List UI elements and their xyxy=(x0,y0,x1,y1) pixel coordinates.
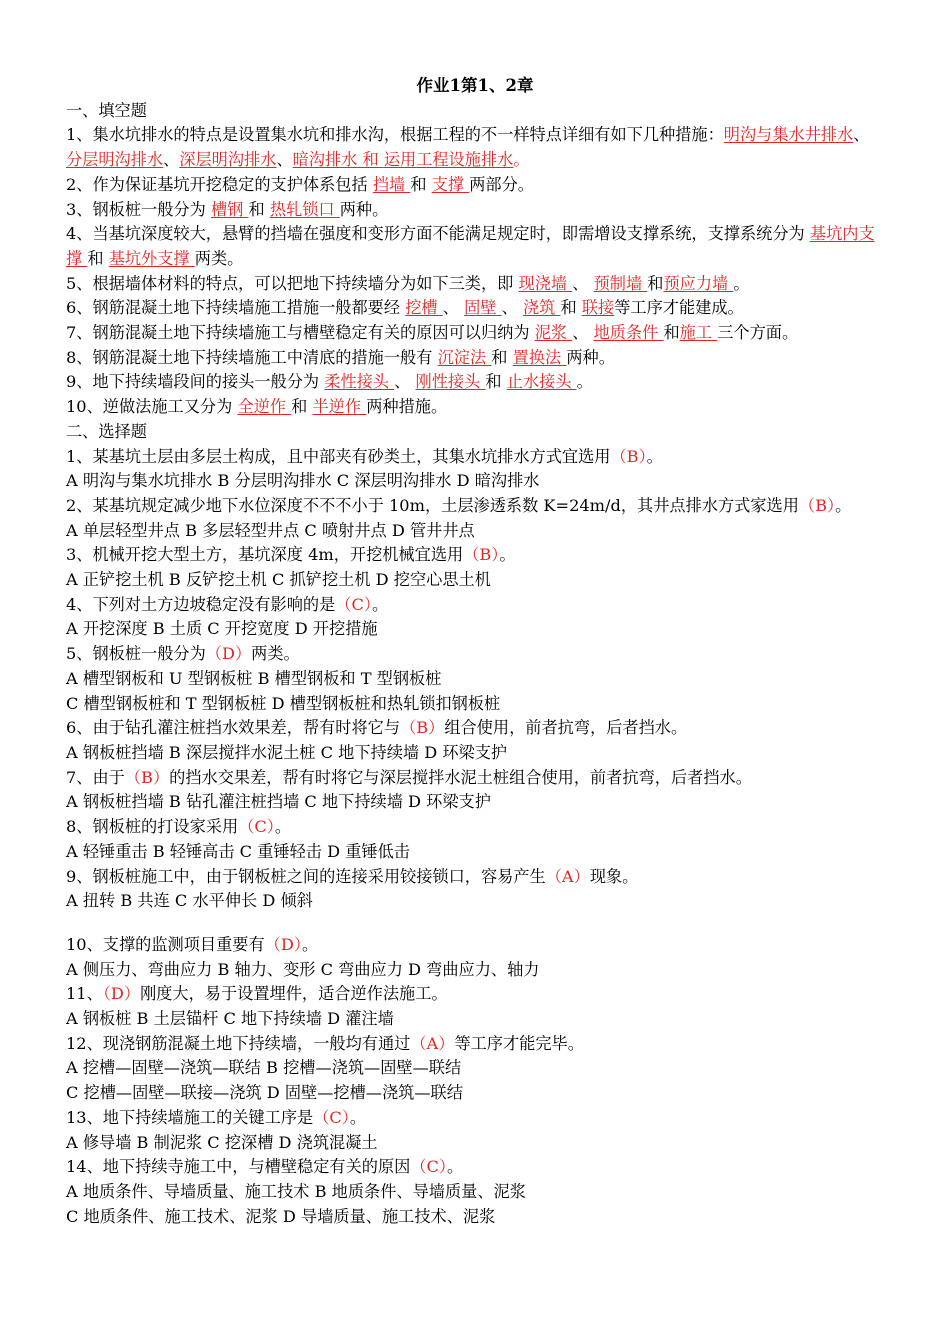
answer-choice: （C） xyxy=(313,1107,350,1127)
text-segment: 两部分。 xyxy=(469,174,534,194)
answer-fill: 现浇墙 xyxy=(518,273,573,293)
text-line xyxy=(66,889,884,914)
answer-choice: （A） xyxy=(410,1033,455,1053)
answer-fill: 联接 xyxy=(581,298,615,318)
text-line xyxy=(66,617,884,642)
text-segment: A 正铲挖土机 B 反铲挖土机 C 抓铲挖土机 D 挖空心思土机 xyxy=(66,570,491,590)
answer-fill: 支撑 xyxy=(431,174,470,194)
text-segment: A 轻锤重击 B 轻锤高击 C 重锤轻击 D 重锤低击 xyxy=(66,841,410,861)
text-segment: 一、填空题 xyxy=(66,100,147,120)
answer-fill: 预制墙 xyxy=(593,273,648,293)
text-segment: 和 xyxy=(491,347,513,367)
document-body xyxy=(66,74,884,1229)
text-segment: 两类。 xyxy=(251,644,300,664)
answer-choice: （C） xyxy=(410,1157,448,1177)
answer-fill: 预应力墙 xyxy=(663,273,734,293)
text-line xyxy=(66,1205,884,1230)
text-segment: 和 xyxy=(647,273,664,293)
text-line xyxy=(66,99,884,124)
text-segment: 两种。 xyxy=(339,199,389,219)
text-line xyxy=(66,642,884,667)
text-line xyxy=(66,198,884,223)
text-segment: 、 xyxy=(163,150,180,170)
text-segment: 和 xyxy=(248,199,270,219)
text-segment: A 修导墙 B 制泥浆 C 挖深槽 D 浇筑混凝土 xyxy=(66,1132,378,1152)
answer-fill: 和 xyxy=(357,150,384,170)
text-segment: 刚度大，易于设置埋件，适合逆作法施工。 xyxy=(140,984,448,1004)
answer-choice: （D） xyxy=(205,644,252,664)
text-segment: 、 xyxy=(501,298,523,318)
text-segment: A 钢板桩挡墙 B 深层搅拌水泥土桩 C 地下持续墙 D 环梁支护 xyxy=(66,742,508,762)
text-segment: 。 xyxy=(301,934,319,954)
text-line xyxy=(66,173,884,198)
text-segment: 现象。 xyxy=(589,866,639,886)
text-line xyxy=(66,766,884,791)
text-segment: 5、根据墙体材料的特点，可以把地下持续墙分为如下三类，即 xyxy=(66,273,519,293)
text-segment: 10、逆做法施工又分为 xyxy=(66,397,238,417)
text-line xyxy=(66,741,884,766)
answer-choice: 。 xyxy=(513,150,530,170)
text-line xyxy=(66,1032,884,1057)
text-segment: A 明沟与集水坑排水 B 分层明沟排水 C 深层明沟排水 D 暗沟排水 xyxy=(66,471,540,491)
text-line xyxy=(66,321,884,346)
blank-line xyxy=(66,914,884,933)
text-segment: 3、机械开挖大型土方，基坑深度 4m，开挖机械宜选用 xyxy=(66,545,464,565)
answer-choice: （A） xyxy=(545,866,590,886)
text-segment: 5、钢板桩一般分为 xyxy=(66,644,206,664)
answer-fill: 挖槽 xyxy=(405,298,443,318)
answer-fill: 固壁 xyxy=(464,298,502,318)
text-segment: 。 xyxy=(499,545,516,565)
answer-fill: 止水接头 xyxy=(506,372,577,392)
answer-choice: （B） xyxy=(610,446,647,466)
text-segment: 。 xyxy=(371,594,389,614)
text-segment: 9、地下持续墙段间的接头一般分为 xyxy=(66,372,325,392)
answer-fill: 半逆作 xyxy=(312,397,367,417)
text-line xyxy=(66,395,884,420)
text-line xyxy=(66,346,884,371)
text-segment: 、 xyxy=(394,372,416,392)
answer-fill: 基坑内支撑 xyxy=(66,224,875,268)
answer-fill: 暗沟排水 xyxy=(292,150,358,170)
text-segment: 、 xyxy=(572,273,594,293)
answer-fill: 浇筑 xyxy=(522,298,561,318)
text-line xyxy=(66,667,884,692)
text-segment: 和 xyxy=(560,298,582,318)
text-line xyxy=(66,1081,884,1106)
text-segment: A 扭转 B 共连 C 水平伸长 D 倾斜 xyxy=(66,891,313,911)
text-segment: C 地质条件、施工技术、泥浆 D 导墙质量、施工技术、泥浆 xyxy=(66,1206,496,1226)
text-segment: A 单层轻型井点 B 多层轻型井点 C 喷射井点 D 管井井点 xyxy=(66,520,475,540)
answer-fill: 明沟与集水井排水 xyxy=(723,125,854,145)
text-segment: 。 xyxy=(349,1107,367,1127)
text-line xyxy=(66,865,884,890)
text-line xyxy=(66,958,884,983)
text-line xyxy=(66,222,884,271)
text-segment: 1、某基坑土层由多层土构成，且中部夹有砂类土，其集水坑排水方式宜选用 xyxy=(66,446,611,466)
text-segment: 6、钢筋混凝土地下持续墙施工措施一般都要经 xyxy=(66,298,406,318)
text-segment: 、 xyxy=(853,125,870,145)
text-segment: 12、现浇钢筋混凝土地下持续墙，一般均有通过 xyxy=(66,1033,411,1053)
text-segment: A 地质条件、导墙质量、施工技术 B 地质条件、导墙质量、泥浆 xyxy=(66,1181,526,1201)
text-segment: 和 xyxy=(410,174,432,194)
answer-fill: 深层明沟排水 xyxy=(179,150,277,170)
text-segment: 8、钢筋混凝土地下持续墙施工中清底的措施一般有 xyxy=(66,347,438,367)
answer-choice: （C） xyxy=(335,594,372,614)
text-segment: 7、由于 xyxy=(66,767,125,787)
text-segment: A 开挖深度 B 土质 C 开挖宽度 D 开挖措施 xyxy=(66,619,378,639)
answer-fill: 分层明沟排水 xyxy=(66,150,164,170)
text-segment: C 槽型钢板桩和 T 型钢板桩 D 槽型钢板桩和热轧锁扣钢板桩 xyxy=(66,693,501,713)
answer-fill: 施工 xyxy=(679,323,718,343)
answer-fill: 热轧锁口 xyxy=(269,199,340,219)
text-line xyxy=(66,840,884,865)
answer-fill: 运用工程设施排水 xyxy=(383,150,514,170)
text-line xyxy=(66,692,884,717)
text-segment: 。 xyxy=(576,372,593,392)
text-segment: 9、钢板桩施工中，由于钢板桩之间的连接采用铰接锁口，容易产生 xyxy=(66,866,546,886)
answer-choice: （B） xyxy=(798,495,836,515)
answer-choice: （D） xyxy=(102,984,141,1004)
text-line xyxy=(66,494,884,519)
text-segment: A 槽型钢板和 U 型钢板桩 B 槽型钢板和 T 型钢板桩 xyxy=(66,668,442,688)
text-line xyxy=(66,272,884,297)
text-segment: 、 xyxy=(442,298,465,318)
text-line xyxy=(66,1056,884,1081)
answer-fill: 槽钢 xyxy=(210,199,249,219)
text-line xyxy=(66,543,884,568)
text-line xyxy=(66,1007,884,1032)
text-segment: 组合使用，前者抗弯，后者挡水。 xyxy=(444,718,688,738)
text-segment: 两种措施。 xyxy=(366,397,448,417)
text-segment: 和 xyxy=(291,397,313,417)
text-line xyxy=(66,519,884,544)
answer-fill: 柔性接头 xyxy=(324,372,395,392)
text-segment: 、 xyxy=(276,150,293,170)
text-segment: 13、地下持续墙施工的关键工序是 xyxy=(66,1107,314,1127)
text-segment: 2、某基坑规定减少地下水位深度不不不小于 10m，土层渗透系数 K=24m/d，其井点排水方式家选用 xyxy=(66,495,799,515)
answer-choice: （D） xyxy=(264,934,302,954)
text-segment: 。 xyxy=(835,495,852,515)
text-segment: 和 xyxy=(485,372,507,392)
answer-fill: 沉淀法 xyxy=(437,347,492,367)
text-line xyxy=(66,469,884,494)
text-segment: 。 xyxy=(646,446,663,466)
text-segment: 二、选择题 xyxy=(66,421,147,441)
answer-fill: 地质条件 xyxy=(593,323,664,343)
text-segment: 等工序才能完毕。 xyxy=(454,1033,584,1053)
text-segment: 3、钢板桩一般分为 xyxy=(66,199,211,219)
text-segment: 。 xyxy=(733,273,750,293)
text-line xyxy=(66,1131,884,1156)
document-lines xyxy=(66,99,884,1230)
text-segment: 10、支撑的监测项目重要有 xyxy=(66,934,265,954)
answer-fill: 全逆作 xyxy=(237,397,292,417)
answer-choice: （B） xyxy=(124,767,170,787)
text-segment: A 钢板桩 B 土层锚杆 C 地下持续墙 D 灌注墙 xyxy=(66,1009,394,1029)
text-line xyxy=(66,1106,884,1131)
text-line xyxy=(66,296,884,321)
text-segment: 14、地下持续寺施工中，与槽壁稳定有关的原因 xyxy=(66,1157,411,1177)
text-segment: A 钢板桩挡墙 B 钻孔灌注桩挡墙 C 地下持续墙 D 环梁支护 xyxy=(66,792,491,812)
text-segment: 7、钢筋混凝土地下持续墙施工与槽壁稳定有关的原因可以归纳为 xyxy=(66,323,535,343)
text-line xyxy=(66,716,884,741)
text-line xyxy=(66,123,884,172)
text-segment: 11、 xyxy=(66,984,103,1004)
page-title: 作业1第1、2章 xyxy=(416,76,534,95)
answer-fill: 挡墙 xyxy=(372,174,411,194)
answer-fill: 刚性接头 xyxy=(415,372,486,392)
text-segment: 等工序才能建成。 xyxy=(614,298,744,318)
text-segment: 和 xyxy=(87,248,109,268)
answer-choice: （B） xyxy=(463,545,500,565)
text-segment: 。 xyxy=(447,1157,464,1177)
text-segment: A 侧压力、弯曲应力 B 轴力、变形 C 弯曲应力 D 弯曲应力、轴力 xyxy=(66,959,540,979)
text-line xyxy=(66,982,884,1007)
text-line xyxy=(66,815,884,840)
text-segment: 2、作为保证基坑开挖稳定的支护体系包括 xyxy=(66,174,373,194)
text-segment: 三个方面。 xyxy=(717,323,799,343)
text-segment: 4、下列对土方边坡稳定没有影响的是 xyxy=(66,594,336,614)
answer-choice: （B） xyxy=(400,718,445,738)
text-line xyxy=(66,420,884,445)
text-segment: 6、由于钻孔灌注桩挡水效果差，帮有时将它与 xyxy=(66,718,401,738)
answer-choice: （C） xyxy=(238,817,275,837)
text-segment: 4、当基坑深度较大，悬臂的挡墙在强度和变形方面不能满足规定时，即需增设支撑系统，支撑系统分为 xyxy=(66,224,810,244)
text-line xyxy=(66,933,884,958)
text-segment: 两种。 xyxy=(566,347,615,367)
text-segment: C 挖槽—固壁—联接—浇筑 D 固壁—挖槽—浇筑—联结 xyxy=(66,1083,463,1103)
text-segment: 8、钢板桩的打设家采用 xyxy=(66,817,239,837)
answer-fill: 泥浆 xyxy=(534,323,573,343)
text-line xyxy=(66,593,884,618)
text-line xyxy=(66,1155,884,1180)
text-segment: 、 xyxy=(572,323,594,343)
text-line xyxy=(66,445,884,470)
text-segment: 和 xyxy=(663,323,680,343)
answer-fill: 基坑外支撑 xyxy=(108,248,195,268)
text-segment: 1、集水坑排水的特点是设置集水坑和排水沟，根据工程的不一样特点详细有如下几种措施： xyxy=(66,125,724,145)
text-line xyxy=(66,1180,884,1205)
text-line xyxy=(66,568,884,593)
text-segment: 的挡水交果差，帮有时将它与深层搅拌水泥土桩组合使用，前者抗弯，后者挡水。 xyxy=(169,767,752,787)
text-segment: 。 xyxy=(274,817,292,837)
text-line xyxy=(66,790,884,815)
text-segment: 两类。 xyxy=(194,248,244,268)
answer-fill: 置换法 xyxy=(512,347,567,367)
text-segment: A 挖槽—固壁—浇筑—联结 B 挖槽—浇筑—固壁—联结 xyxy=(66,1058,462,1078)
text-line xyxy=(66,370,884,395)
